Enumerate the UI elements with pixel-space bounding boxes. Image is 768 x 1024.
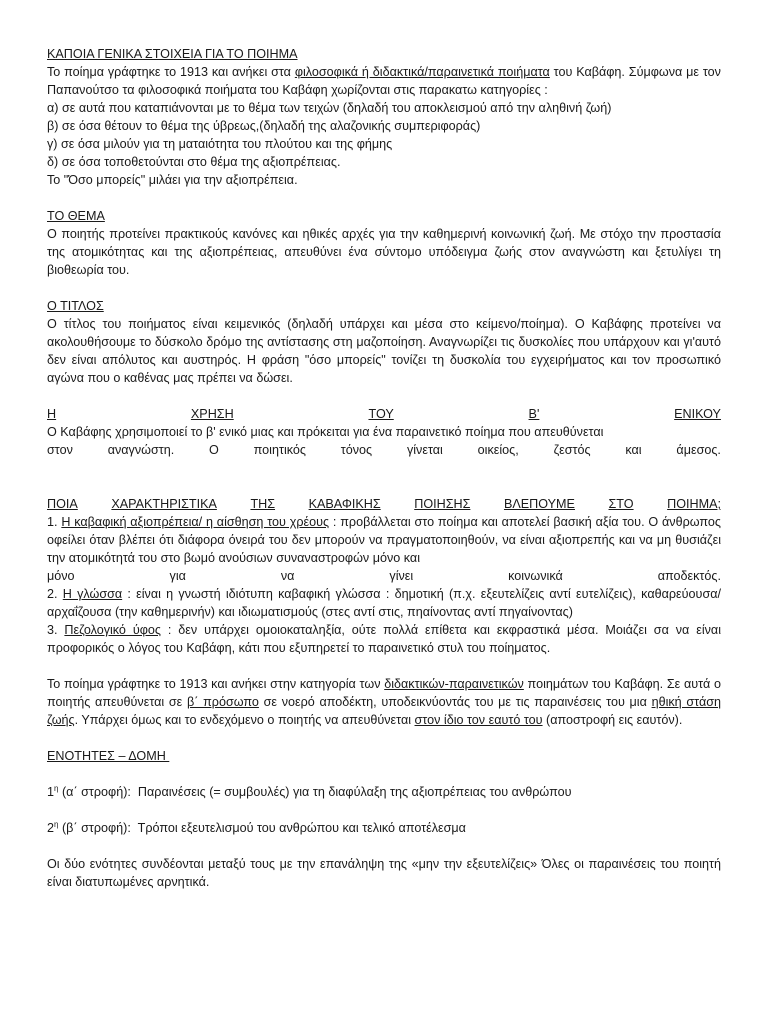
para-text: (αποστροφή εις εαυτόν). [542, 713, 683, 727]
theme-heading: ΤΟ ΘΕΜΑ [47, 209, 105, 223]
word: γίνεται [406, 443, 443, 457]
category-b: β) σε όσα θέτουν το θέμα της ύβρεως,(δηλαδή της αλαζονικής συμπεριφοράς) [47, 119, 481, 133]
category-d: δ) σε όσα τοποθετούνται στο θέμα της αξιοπρέπειας. [47, 155, 341, 169]
heading-word: ΤΟΥ [368, 407, 394, 421]
para-underlined: β΄ πρόσωπο [186, 695, 259, 709]
intro-text: Το ποίημα γράφτηκε το 1913 και ανήκει στα [47, 65, 295, 79]
word: αναγνώστη. [107, 443, 175, 457]
word: οικείος, [477, 443, 519, 457]
title-heading: Ο ΤΙΤΛΟΣ [47, 299, 104, 313]
heading-word: ΕΝΙΚΟΥ [674, 407, 721, 421]
unit-text: (α΄ στροφή): Παραινέσεις (= συμβουλές) για τη διαφύλαξη της αξιοπρέπειας του ανθρώπου [58, 785, 572, 799]
theme-text: Ο ποιητής προτείνει πρακτικούς κανόνες και ηθικές αρχές για την καθημερινή κοινωνική ζωή. Με στόχο την προστασία της ατομικότητας και της αξιοπρέπειας, απευθύνει ένα σύντομο υπόδειγμα ζωής στον αναγνώστη και ξετυλίγει τη βιοθεωρία του. [47, 227, 721, 277]
word: ποιητικός [253, 443, 306, 457]
heading-word: ΠΟΙΗΣΗΣ [414, 497, 471, 511]
general-intro [47, 63, 721, 99]
word: αποδεκτός. [657, 569, 721, 583]
feature-item-1 [47, 513, 721, 567]
para-text: . Υπάρχει όμως και το ενδεχόμενο ο ποιητής να απευθύνεται [74, 713, 415, 727]
word: άμεσος. [676, 443, 721, 457]
item-number: 3. [47, 623, 65, 637]
category-a: α) σε αυτά που καταπιάνονται με το θέμα των τειχών (δηλαδή του αποκλεισμού από την αληθινή ζωή) [47, 101, 612, 115]
item-label: Η καβαφική αξιοπρέπεια/ η αίσθηση του χρέους [61, 515, 330, 529]
intro-text-cont: του Καβάφη. Σύμφωνα με τον Παπανούτσο τα φιλοσοφικά ποιήματα του Καβάφη χωρίζονται στις παρακατω κατηγορίες : [47, 65, 721, 97]
unit-number: 2 [47, 821, 55, 835]
second-person-line1: Ο Καβάφης χρησιμοποιεί το β' ενικό μιας και πρόκειται για ένα παραινετικό ποίημα που απευθύνεται [47, 425, 604, 439]
category-paragraph [47, 675, 721, 729]
heading-word: Β' [528, 407, 540, 421]
heading-word: ΠΟΙΑ [47, 497, 78, 511]
structure-heading: ΕΝΟΤΗΤΕΣ – ΔΟΜΗ [47, 749, 170, 763]
word: μόνο [47, 569, 75, 583]
word: ζεστός [553, 443, 591, 457]
heading-word: ΧΡΗΣΗ [190, 407, 234, 421]
unit-ordinal: η [54, 783, 59, 793]
unit-ordinal: η [54, 819, 59, 829]
feature-item-1-last-line [47, 567, 721, 585]
structure-closing: Οι δύο ενότητες συνδέονται μεταξύ τους με την επανάληψη της «μην την εξευτελίζεις» Όλες οι παραινέσεις του ποιητή είναι διατυπωμένες αρνητικά. [47, 857, 721, 889]
item-number: 1. [47, 515, 62, 529]
second-person-heading [47, 405, 721, 423]
item-label: Πεζολογικό ύφος [64, 623, 161, 637]
para-text: Το ποίημα γράφτηκε το 1913 και ανήκει στην κατηγορία των [47, 677, 385, 691]
feature-item-3 [47, 621, 721, 657]
word: γίνει [389, 569, 414, 583]
word: να [280, 569, 295, 583]
word: τόνος [340, 443, 373, 457]
item-text: : δεν υπάρχει ομοιοκαταληξία, ούτε πολλά επίθετα και εκφραστικά μέσα. Μοιάζει σα να είναι προφορικός ο λόγος του Καβάφη, κάτι που εξυπηρετεί το παραινετικό στυλ του ποίηματος. [47, 623, 721, 655]
intro-underlined: φιλοσοφικά ή διδακτικά/παραινετικά ποιήματα [294, 65, 550, 79]
unit-text: (β΄ στροφή): Τρόποι εξευτελισμού του ανθρώπου και τελικό αποτέλεσμα [58, 821, 466, 835]
heading-word: ΚΑΒΑΦΙΚΗΣ [308, 497, 381, 511]
word: κοινωνικά [508, 569, 563, 583]
para-underlined: διδακτικών-παραινετικών [384, 677, 524, 691]
word: για [169, 569, 186, 583]
word: στον [47, 443, 73, 457]
para-underlined: στον ίδιο τον εαυτό του [414, 713, 543, 727]
heading-word: ΤΗΣ [250, 497, 276, 511]
title-text: Ο τίτλος του ποιήματος είναι κειμενικός (δηλαδή υπάρχει και μέσα στο κείμενο/ποίημα). Ο Καβάφης προτείνει να ακολουθήσουμε το δύσκολο δρόμο της αντίστασης στη μαζοποίηση. Αναγνωρίζει τις δυσκολίες που υπάρχουν και γι'αυτό δεν είναι απόλυτος και αυστηρός. Η φράση "όσο μπορείς" τονίζει τη δυσκολία του εγχειρήματος και τον προσωπικό αγώνα που ο καθένας μας πρέπει να δώσει. [47, 317, 721, 385]
second-person-line2 [47, 441, 721, 459]
item-number: 2. [47, 587, 63, 601]
word: και [625, 443, 642, 457]
features-heading [47, 495, 721, 513]
para-text: σε νοερό αποδέκτη, υποδεικνύοντάς του με τις παραινέσεις του μια [258, 695, 652, 709]
general-closing: Το "Όσο μπορείς" μιλάει για την αξιοπρέπεια. [47, 173, 298, 187]
para-underlined: ηθική στάση ζωής [47, 695, 722, 727]
heading-word: Η [47, 407, 57, 421]
structure-unit-1 [47, 783, 721, 801]
item-text: : προβάλλεται στο ποίημα και αποτελεί βασική αξία του. Ο άνθρωπος οφείλει όταν βλέπει ότι διάφορα όνειρά του δεν μπορούν να πραγματοποιηθούν, να είναι αξιοπρεπής και να μη θυσιάζει την ατομικότητά του στο βωμό ανούσιων συναναστροφών μόνο και [47, 515, 721, 565]
unit-number: 1 [47, 785, 55, 799]
feature-item-2 [47, 585, 721, 621]
structure-unit-2 [47, 819, 721, 837]
para-text: ποιημάτων του Καβάφη. Σε αυτά ο ποιητής απευθύνεται σε [47, 677, 721, 709]
heading-word: ΣΤΟ [608, 497, 634, 511]
heading-word: ΠΟΙΗΜΑ; [667, 497, 721, 511]
general-heading: ΚΑΠΟΙΑ ΓΕΝΙΚΑ ΣΤΟΙΧΕΙΑ ΓΙΑ ΤΟ ΠΟΙΗΜΑ [47, 47, 298, 61]
word: Ο [209, 443, 219, 457]
heading-word: ΧΑΡΑΚΤΗΡΙΣΤΙΚΑ [111, 497, 217, 511]
category-c: γ) σε όσα μιλούν για τη ματαιότητα του πλούτου και της φήμης [47, 137, 393, 151]
heading-word: ΒΛΕΠΟΥΜΕ [503, 497, 575, 511]
item-text: : είναι η γνωστή ιδιότυπη καβαφική γλώσσα : δημοτική (π.χ. εξευτελίζεις αντί ευτελίζεις), καθαρεύουσα/ αρχαΐζουσα (την καθημερινήν) και ιδιωματισμούς (στες αντί στις, πηαίνοντας αντί πηγαίνοντας) [47, 587, 721, 619]
item-label: Η γλώσσα [62, 587, 123, 601]
